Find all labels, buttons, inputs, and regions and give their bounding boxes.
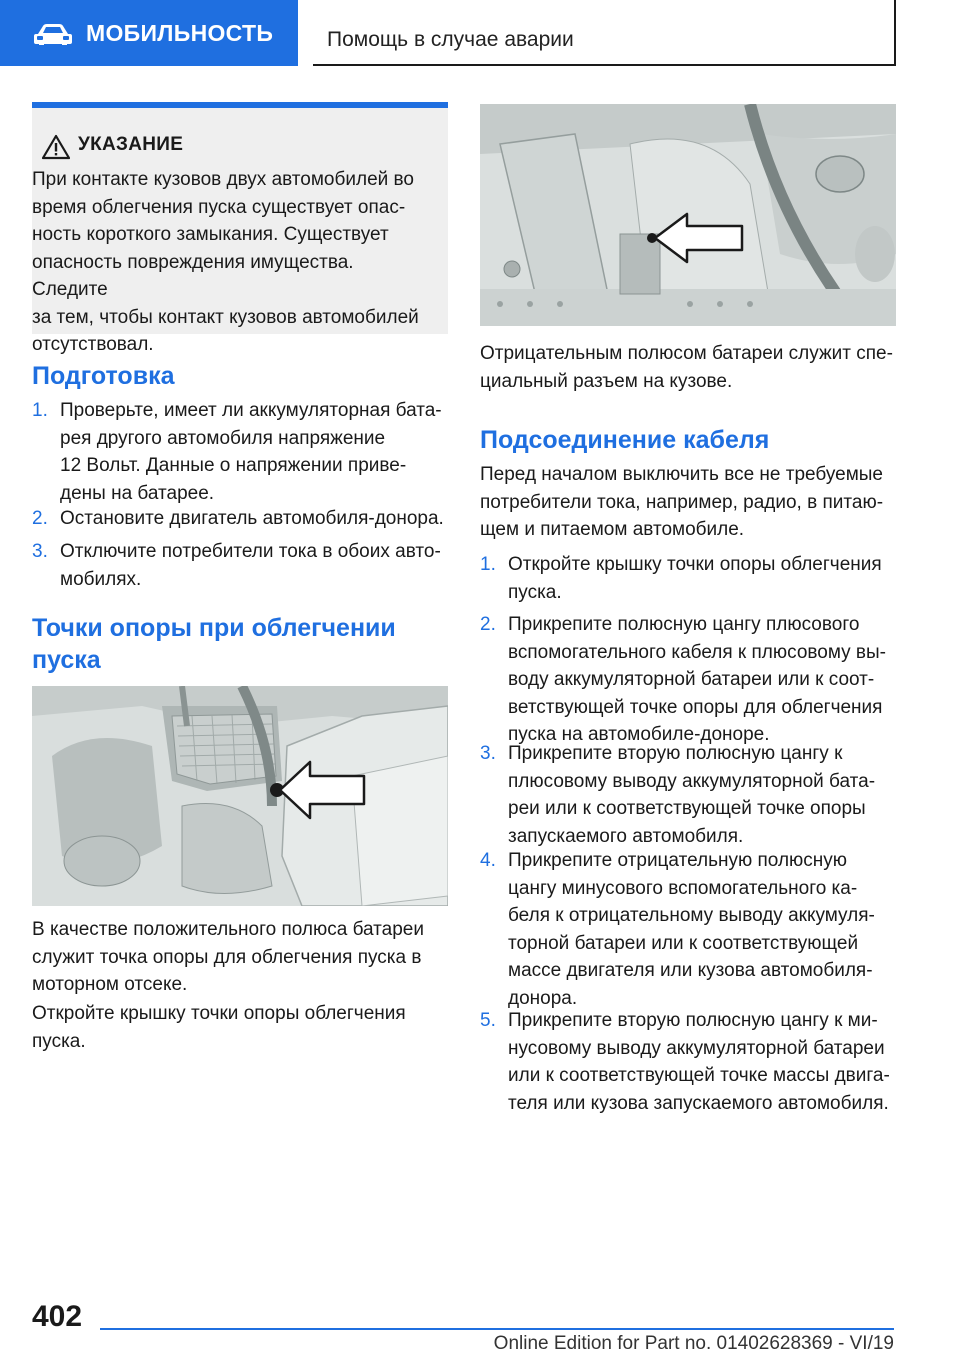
warning-box [32,102,448,355]
warning-triangle-icon [42,134,70,160]
edition-text: Online Edition for Part no. 01402628369 - VI/19 [493,1333,894,1354]
section-tab [0,0,298,66]
section-label: МОБИЛЬНОСТЬ [86,20,274,46]
footer-divider [100,1328,894,1330]
preparation-heading: Подготовка [32,362,175,390]
engine-bay-negative-photo [480,104,896,326]
chapter-title: Помощь в случае аварии [327,28,574,51]
car-icon [34,23,72,45]
positive-caption: В качестве положительного полюса батареи служит точка опоры для облегчения пуска в моторном отсеке. [32,919,424,995]
chapter-header [313,0,896,66]
connect-intro: Перед началом выключить все не требуемые потребители тока, например, радио, в питаю- щем и питаемом автомобиле. [480,464,884,540]
connect-heading: Подсоединение кабеля [480,426,770,454]
negative-caption: Отрицательным полюсом батареи служит спе- циальный разъем на кузове. [480,343,893,392]
open-cover-text: Откройте крышку точки опоры облегчения пуска. [32,1003,406,1052]
page-number: 402 [32,1300,83,1333]
warning-text: При контакте кузовов двух автомобилей во время облегчения пуска существует опас- ность короткого замыкания. Существует опасность повреждения имущества. Следите за тем, чтобы контакт кузовов автомобилей отсутствовал. [32,169,419,355]
support-points-heading: Точки опоры при облегчении пуска [32,614,396,674]
engine-bay-positive-photo [32,686,448,906]
warning-title: УКАЗАНИЕ [78,134,184,155]
